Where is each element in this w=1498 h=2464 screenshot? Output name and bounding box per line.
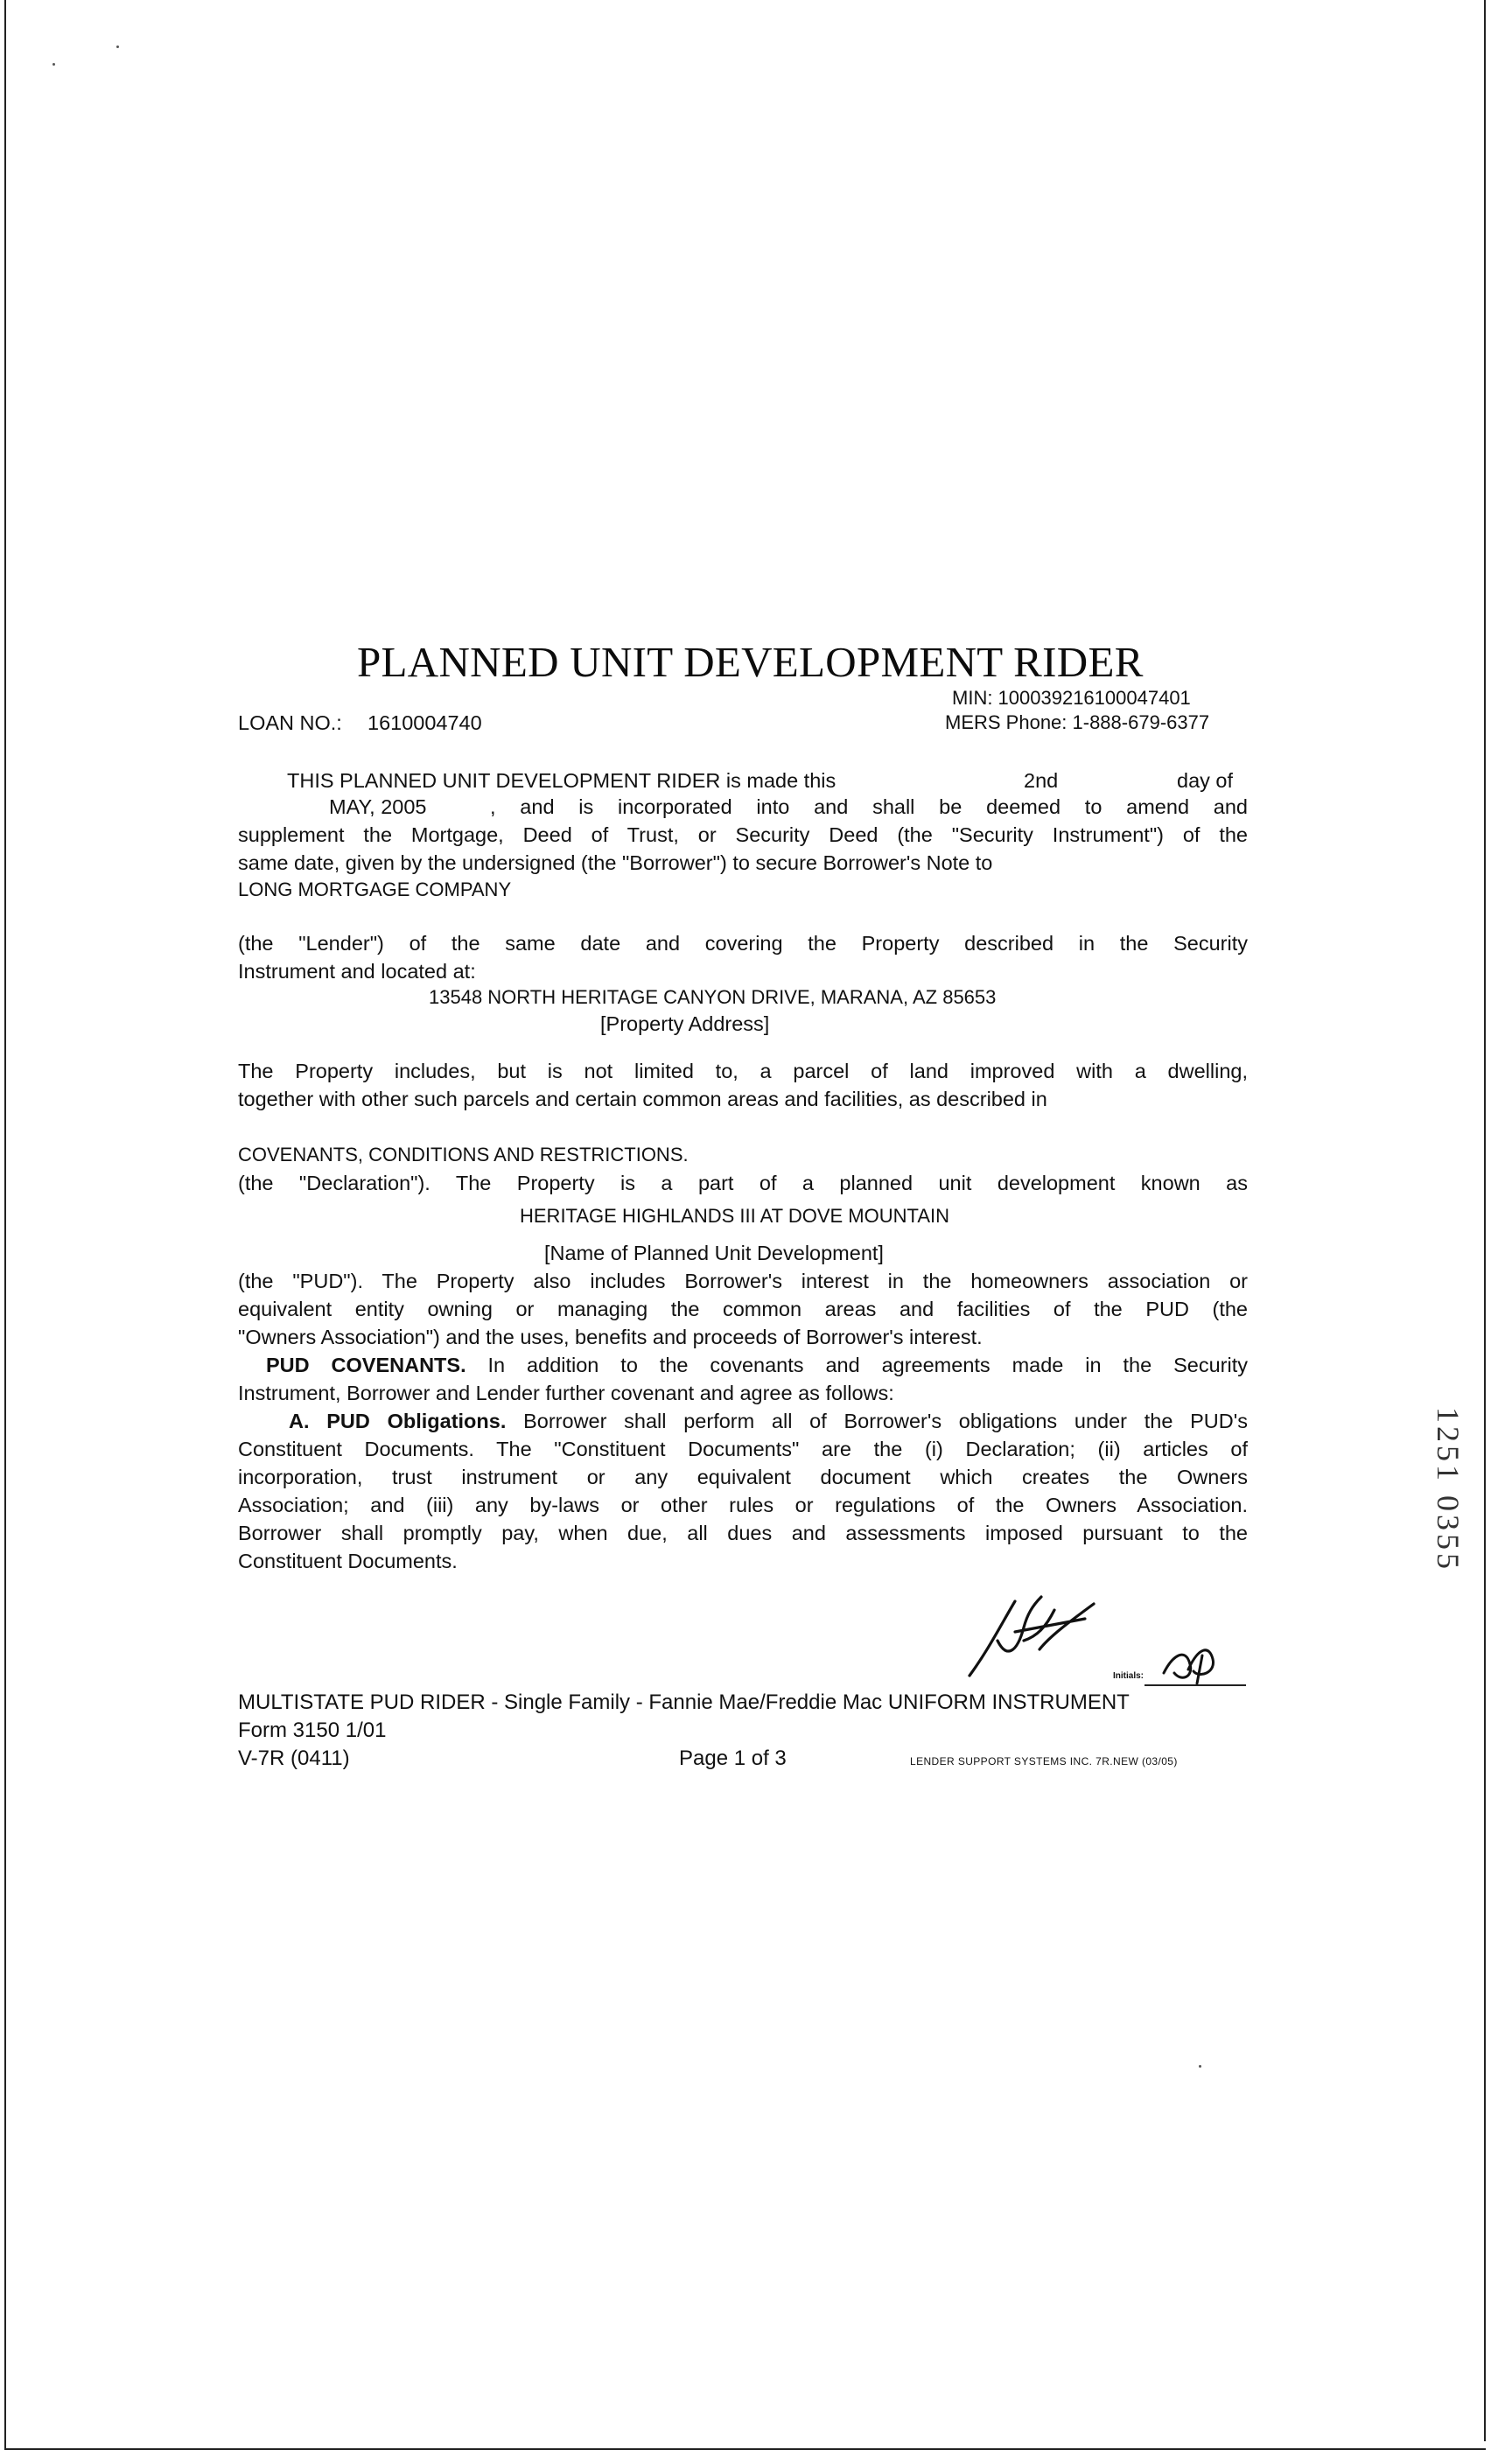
borrower-signature xyxy=(962,1588,1102,1684)
section-a-line-5: Borrower shall promptly pay, when due, all dues and assessments imposed pursuant to the xyxy=(238,1522,1248,1544)
loan-number: 1610004740 xyxy=(368,711,482,734)
intro-line-3: supplement the Mortgage, Deed of Trust, or Security Deed (the "Security Instrument") of the xyxy=(238,823,1248,846)
scan-speck xyxy=(116,46,119,48)
property-address: 13548 NORTH HERITAGE CANYON DRIVE, MARANA, AZ 85653 xyxy=(429,986,997,1008)
pud-name-caption: [Name of Planned Unit Development] xyxy=(544,1242,884,1264)
footer-form-number: Form 3150 1/01 xyxy=(238,1718,387,1742)
footer-page-number: Page 1 of 3 xyxy=(679,1746,787,1770)
property-line-5: equivalent entity owning or managing the common areas and facilities of the PUD (the xyxy=(238,1298,1248,1320)
section-a-line-6: Constituent Documents. xyxy=(238,1550,458,1572)
rider-date: MAY, 2005 xyxy=(329,795,427,818)
rider-day: 2nd xyxy=(1024,769,1059,792)
initials-mark xyxy=(1155,1638,1225,1687)
initials-underline xyxy=(1144,1684,1246,1686)
property-line-6: "Owners Association") and the uses, benefits and proceeds of Borrower's interest. xyxy=(238,1326,983,1348)
footer-vendor: LENDER SUPPORT SYSTEMS INC. 7R.NEW (03/05) xyxy=(910,1755,1178,1768)
section-a-line-4: Association; and (iii) any by-laws or other rules or regulations of the Owners Association. xyxy=(238,1494,1248,1516)
declaration-name: COVENANTS, CONDITIONS AND RESTRICTIONS. xyxy=(238,1144,689,1166)
lender-line-1: (the "Lender") of the same date and covering the Property described in the Security xyxy=(238,932,1248,955)
section-a-text-1: Borrower shall perform all of Borrower's obligations under the PUD's xyxy=(506,1410,1248,1432)
scan-speck xyxy=(1199,2065,1201,2068)
footer-form-code: V-7R (0411) xyxy=(238,1746,350,1770)
property-line-1: The Property includes, but is not limited to, a parcel of land improved with a dwelling, xyxy=(238,1060,1248,1082)
property-line-2: together with other such parcels and certain common areas and facilities, as described in xyxy=(238,1088,1047,1110)
section-a-line-2: Constituent Documents. The "Constituent Documents" are the (i) Declaration; (ii) articles of xyxy=(238,1438,1248,1460)
intro-line-2: , and is incorporated into and shall be deemed to amend and xyxy=(490,795,1248,818)
left-border-line xyxy=(4,0,6,2450)
covenants-text-1: In addition to the covenants and agreements made in the Security xyxy=(466,1354,1248,1376)
footer-instrument-line: MULTISTATE PUD RIDER - Single Family - Fannie Mae/Freddie Mac UNIFORM INSTRUMENT xyxy=(238,1690,1130,1714)
intro-line-4: same date, given by the undersigned (the "Borrower") to secure Borrower's Note to xyxy=(238,851,993,874)
lender-line-2: Instrument and located at: xyxy=(238,960,476,983)
section-a-line-1 xyxy=(289,1407,1248,1435)
property-line-4: (the "PUD"). The Property also includes Borrower's interest in the homeowners association or xyxy=(238,1270,1248,1292)
recording-number: 1251 0355 xyxy=(1431,1407,1466,1572)
min-number: MIN: 100039216100047401 xyxy=(952,687,1191,709)
lender-name: LONG MORTGAGE COMPANY xyxy=(238,878,512,900)
initials-label: Initials: xyxy=(1113,1671,1144,1681)
property-line-3: (the "Declaration"). The Property is a part of a planned unit development known as xyxy=(238,1172,1248,1194)
section-a-heading: A. PUD Obligations. xyxy=(289,1410,507,1432)
mers-phone: MERS Phone: 1-888-679-6377 xyxy=(945,711,1210,733)
right-border-line xyxy=(1484,0,1486,2441)
intro-day-of: day of xyxy=(1177,769,1234,792)
scan-speck xyxy=(52,63,55,66)
property-address-caption: [Property Address] xyxy=(600,1012,770,1035)
document-title: PLANNED UNIT DEVELOPMENT RIDER xyxy=(357,638,1144,686)
covenants-line-1 xyxy=(266,1351,1248,1379)
section-a-line-3: incorporation, trust instrument or any equivalent document which creates the Owners xyxy=(238,1466,1248,1488)
bottom-border-line xyxy=(4,2448,1486,2450)
pud-name: HERITAGE HIGHLANDS III AT DOVE MOUNTAIN xyxy=(520,1205,949,1227)
loan-number-label: LOAN NO.: xyxy=(238,711,342,734)
intro-line-1: THIS PLANNED UNIT DEVELOPMENT RIDER is made this xyxy=(287,769,836,792)
covenants-heading: PUD COVENANTS. xyxy=(266,1354,466,1376)
covenants-line-2: Instrument, Borrower and Lender further covenant and agree as follows: xyxy=(238,1382,894,1404)
